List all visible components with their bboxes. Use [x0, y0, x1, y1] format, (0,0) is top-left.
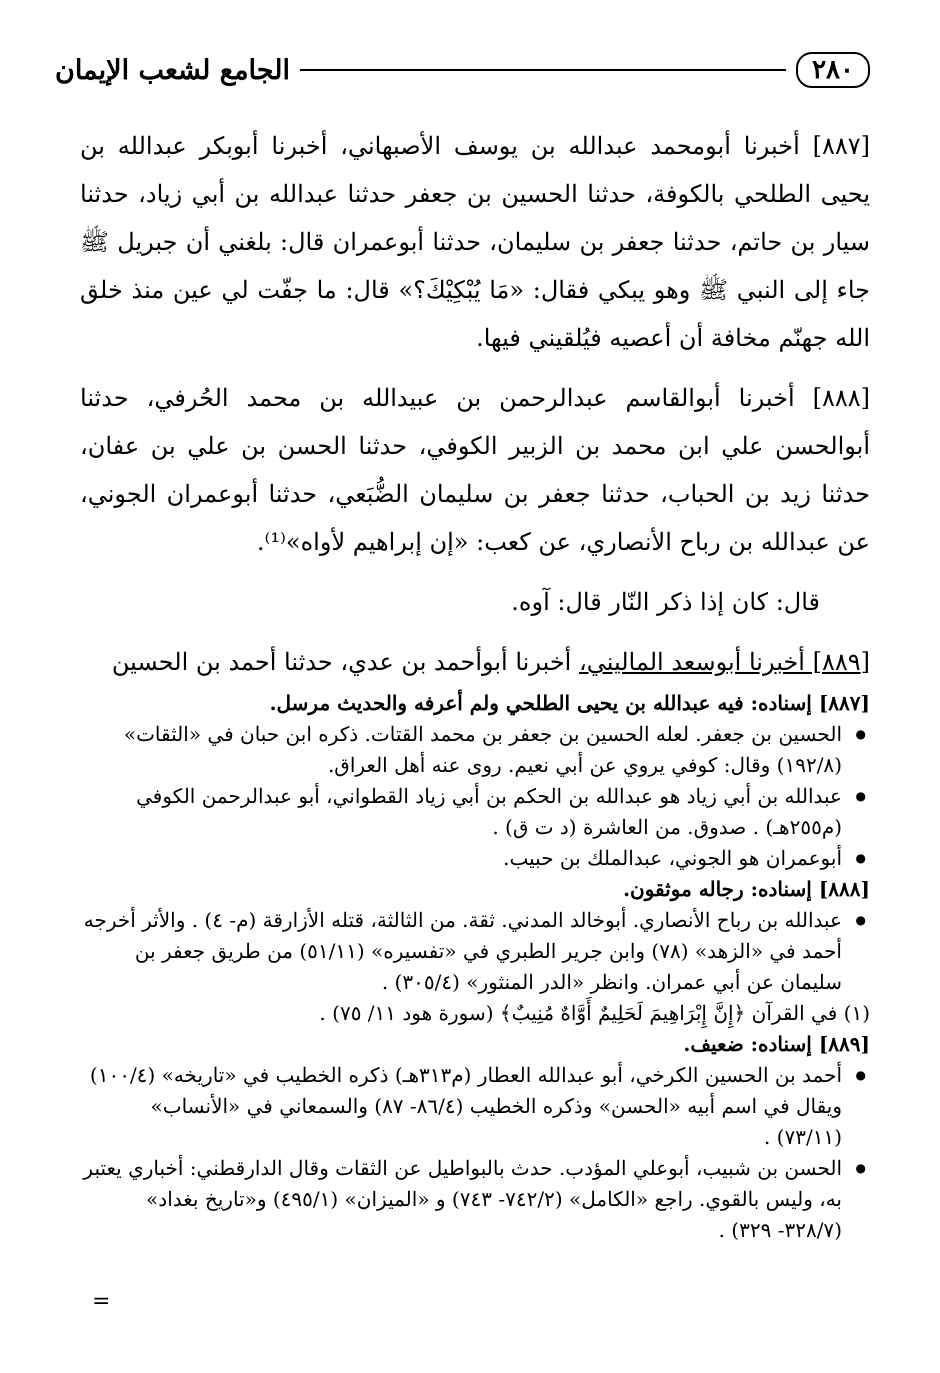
page-header	[55, 40, 870, 100]
hadith-887: [٨٨٧] أخبرنا أبومحمد عبدالله بن يوسف الأصبهاني، أخبرنا أبوبكر عبدالله بن يحيى الطلحي بالكوفة، حدثنا الحسين بن جعفر حدثنا عبدالله بن أبي زياد، حدثنا سيار بن حاتم، حدثنا جعفر بن سليمان، حدثنا أبوعمران قال: بلغني أن جبريل ﷺ جاء إلى النبي ﷺ وهو يبكي فقال: «مَا يُبْكِيْكَ؟» قال: ما جفّت لي عين منذ خلق الله جهنّم مخافة أن أعصيه فيُلقيني فيها.	[80, 132, 871, 352]
hadith-889	[80, 638, 870, 686]
footnote-note-1: (١) في القرآن ﴿إِنَّ إِبْرَاهِيمَ لَحَلِيمٌ أَوَّاهٌ مُنِيبٌ﴾ (سورة هود ١١/ ٧٥) .	[319, 1001, 870, 1025]
footnote-887-item: ● الحسين بن جعفر. لعله الحسين بن جعفر بن محمد القتات. ذكره ابن حبان في «الثقات» (١٩٢/٨) وقال: كوفي يروي عن أبي نعيم. روى عنه أهل العراق.	[80, 719, 870, 781]
footnote-888-item: ● عبدالله بن رباح الأنصاري. أبوخالد المدني. ثقة. من الثالثة، قتله الأزارقة (م- ٤) . والأثر أخرجه أحمد في «الزهد» (٧٨) وابن جرير الطبري في «تفسيره» (٥١/١١) من طريق جعفر بن سليمان عن أبي عمران. وانظر «الدر المنثور» (٣٠٥/٤) .	[80, 905, 870, 998]
footnotes	[80, 688, 870, 1246]
header-rule	[300, 69, 786, 71]
continuation-mark: =	[92, 1289, 111, 1314]
hadith-888-continuation: قال: كان إذا ذكر النّار قال: آوه.	[511, 588, 820, 616]
page-number: ٢٨٠	[796, 52, 870, 88]
footnote-888-head: [٨٨٨] إسناده: رجاله موثقون.	[623, 877, 870, 901]
footnote-889-item: ● الحسن بن شبيب، أبوعلي المؤدب. حدث بالبواطيل عن الثقات وقال الدارقطني: أخباري يعتبر به، وليس بالقوي. راجع «الكامل» (٧٤٢/٢- ٧٤٣) و «الميزان» (٤٩٥/١) و«تاريخ بغداد» (٣٢٨/٧- ٣٢٩) .	[80, 1153, 870, 1246]
footnote-889-head: [٨٨٩] إسناده: ضعيف.	[683, 1032, 870, 1056]
hadith-889-rest: أخبرنا أبوأحمد بن عدي، حدثنا أحمد بن الحسين	[111, 648, 579, 676]
footnote-887-head: [٨٨٧] إسناده: فيه عبدالله بن يحيى الطلحي ولم أعرفه والحديث مرسل.	[269, 691, 870, 715]
main-text	[80, 122, 870, 698]
hadith-889-underlined: [٨٨٩] أخبرنا أبوسعد الماليني،	[578, 648, 870, 676]
book-title: الجامع لشعب الإيمان	[55, 54, 290, 86]
footnote-889-item: ● أحمد بن الحسين الكرخي، أبو عبدالله العطار (م٣١٣هـ) ذكره الخطيب في «تاريخه» (١٠٠/٤) ويقال في اسم أبيه «الحسن» وذكره الخطيب (٨٦/٤- ٨٧) والسمعاني في «الأنساب» (٧٣/١١) .	[80, 1060, 870, 1153]
hadith-888: [٨٨٨] أخبرنا أبوالقاسم عبدالرحمن بن عبيدالله بن محمد الحُرفي، حدثنا أبوالحسن علي ابن محمد بن الزبير الكوفي، حدثنا الحسن بن علي بن عفان، حدثنا زيد بن الحباب، حدثنا جعفر بن سليمان الضُّبَعي، حدثنا أبوعمران الجوني، عن عبدالله بن رباح الأنصاري، عن كعب: «إن إبراهيم لأواه»⁽¹⁾.	[80, 384, 870, 556]
footnote-887-item: ● أبوعمران هو الجوني، عبدالملك بن حبيب.	[80, 843, 870, 874]
footnote-887-item: ● عبدالله بن أبي زياد هو عبدالله بن الحكم بن أبي زياد القطواني، أبو عبدالرحمن الكوفي (م٢٥٥هـ) . صدوق. من العاشرة (د ت ق) .	[80, 781, 870, 843]
